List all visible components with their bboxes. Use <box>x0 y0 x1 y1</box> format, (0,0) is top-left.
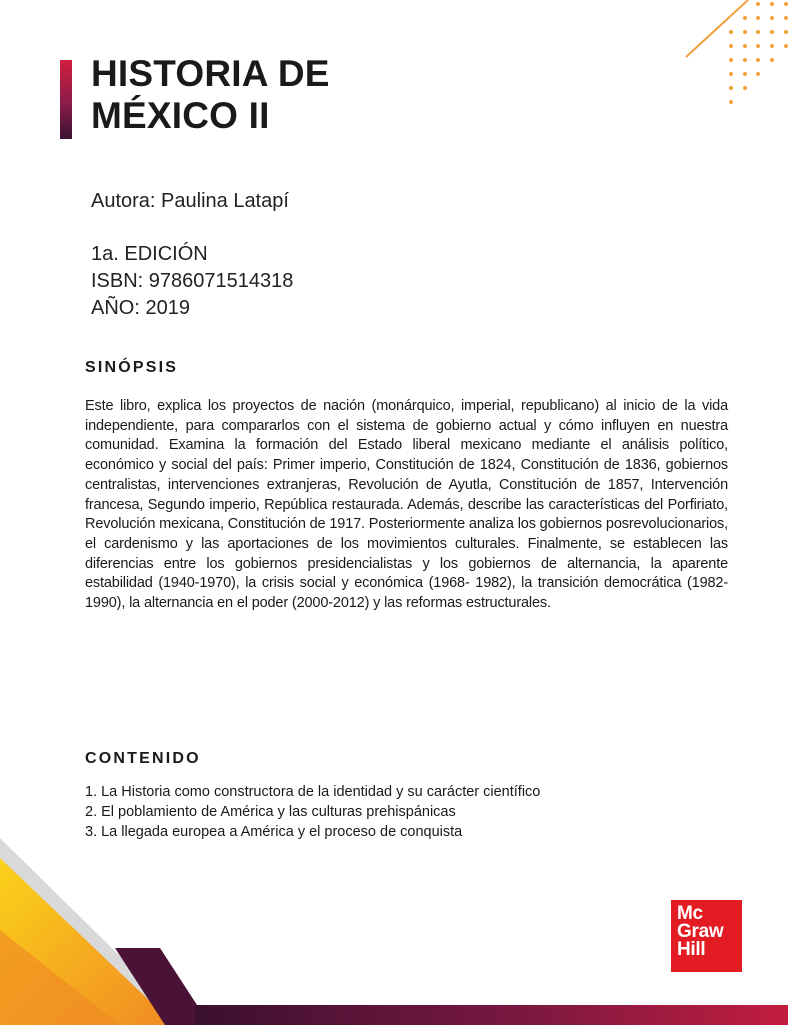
contents-list <box>85 782 540 842</box>
page-title <box>91 53 330 137</box>
logo-line-3: Hill <box>677 939 706 960</box>
mcgraw-hill-logo <box>671 900 742 972</box>
dot-pattern <box>729 2 788 104</box>
title-line-2: MÉXICO II <box>91 95 270 136</box>
title-line-1: HISTORIA DE <box>91 53 330 94</box>
orange-diagonal-line <box>686 0 748 57</box>
logo-line-2: Graw <box>677 921 724 942</box>
synopsis-heading: SINÓPSIS <box>85 359 179 376</box>
edition: 1a. EDICIÓN <box>91 243 208 265</box>
title-accent-bar <box>60 60 72 139</box>
list-item: 1. La Historia como constructora de la identidad y su carácter científico <box>85 784 541 800</box>
contents-heading: CONTENIDO <box>85 750 201 767</box>
list-item: 3. La llegada europea a América y el proceso de conquista <box>85 824 463 840</box>
isbn: ISBN: 9786071514318 <box>91 270 294 292</box>
year: AÑO: 2019 <box>91 297 190 319</box>
list-item: 2. El poblamiento de América y las culturas prehispánicas <box>85 804 456 820</box>
author: Autora: Paulina Latapí <box>91 190 289 212</box>
logo-line-1: Mc <box>677 903 703 924</box>
bottom-bar <box>195 1005 788 1025</box>
synopsis-text: Este libro, explica los proyectos de nación (monárquico, imperial, republicano) al inicio de la vida independiente, para compararlos con el sistema de gobierno actual y cómo influyen en nuestra comunidad. Examina la formación del Estado liberal mexicano mediante el análisis político, económico y social del país: Primer imperio, Constitución de 1824, Constitución de 1836, gobiernos centralistas, intervenciones extranjeras, Revolución de Ayutla, Constitución de 1857, Intervención francesa, Segundo imperio, República restaurada. Además, describe las características del Porfiriato, Revolución mexicana, Constitución de 1917. Posteriormente analiza los gobiernos posrevolucionarios, el cardenismo y las aportaciones de los movimientos culturales. Finalmente, se establecen las diferencias entre los gobiernos presidencialistas y los gobiernos de alternancia, la aparente estabilidad (1940-1970), la crisis social y económica (1968- 1982), la transición democrática (1982-1990), la alternancia en el poder (2000-2012) y las reformas estructurales. <box>85 398 728 612</box>
